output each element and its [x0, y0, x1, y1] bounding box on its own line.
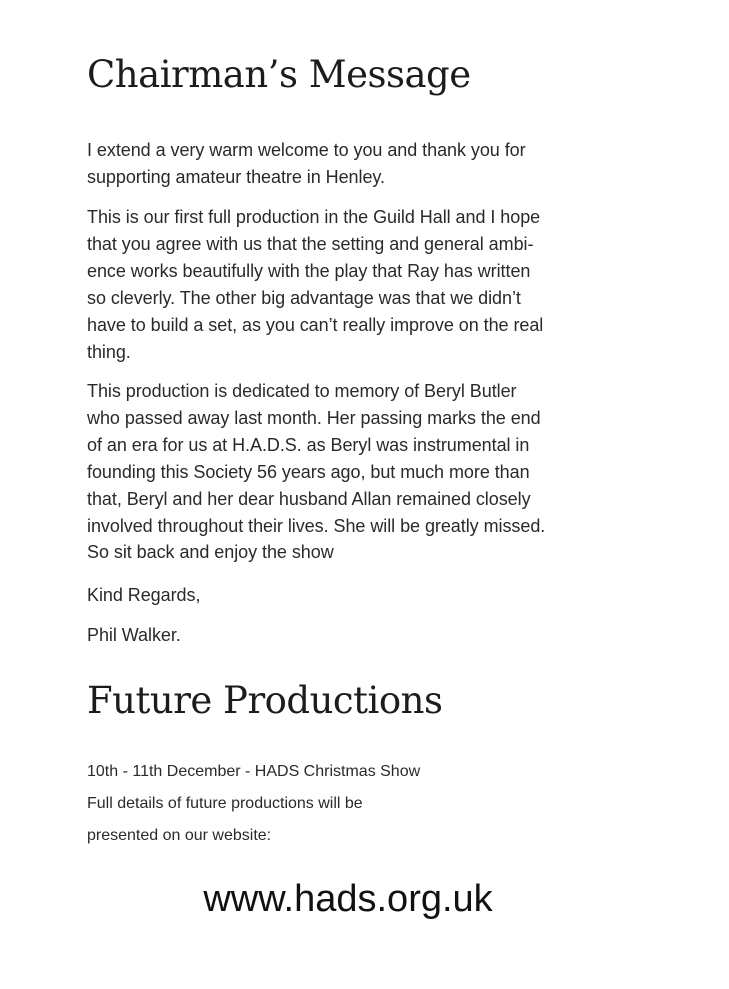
- website-address: www.hads.org.uk: [203, 878, 493, 920]
- paragraph-line: ence works beautifully with the play that Ray has written: [87, 260, 531, 281]
- paragraph-line: that, Beryl and her dear husband Allan remained closely: [87, 488, 531, 509]
- details-text-line-1: Full details of future productions will be: [87, 795, 363, 812]
- paragraph-line: This is our first full production in the Guild Hall and I hope: [87, 207, 541, 227]
- chairmans-message-heading: Chairman’s Message: [87, 53, 471, 96]
- signature: Phil Walker.: [87, 625, 181, 645]
- upcoming-event: 10th - 11th December - HADS Christmas Show: [87, 763, 421, 780]
- paragraph-line: involved throughout their lives. She will be greatly missed.: [87, 515, 546, 536]
- paragraph-line: founding this Society 56 years ago, but much more than: [87, 461, 530, 482]
- future-productions-heading: Future Productions: [87, 679, 443, 722]
- guild-hall-paragraph: [87, 204, 622, 365]
- paragraph-line: This production is dedicated to memory of Beryl Butler: [87, 381, 517, 401]
- paragraph-line: I extend a very warm welcome to you and thank you for: [87, 140, 526, 160]
- paragraph-line: supporting amateur theatre in Henley.: [87, 166, 385, 187]
- paragraph-line: who passed away last month. Her passing marks the end: [87, 407, 541, 428]
- paragraph-line: thing.: [87, 341, 131, 362]
- paragraph-line: that you agree with us that the setting and general ambi-: [87, 233, 534, 254]
- welcome-paragraph: [87, 137, 622, 191]
- paragraph-line: so cleverly. The other big advantage was that we didn’t: [87, 287, 521, 308]
- closing-regards: Kind Regards,: [87, 585, 201, 605]
- paragraph-line: of an era for us at H.A.D.S. as Beryl was instrumental in: [87, 434, 530, 455]
- paragraph-line: So sit back and enjoy the show: [87, 542, 334, 563]
- dedication-paragraph: [87, 378, 622, 566]
- paragraph-line: have to build a set, as you can’t really improve on the real: [87, 314, 544, 335]
- details-text-line-2: presented on our website:: [87, 827, 272, 844]
